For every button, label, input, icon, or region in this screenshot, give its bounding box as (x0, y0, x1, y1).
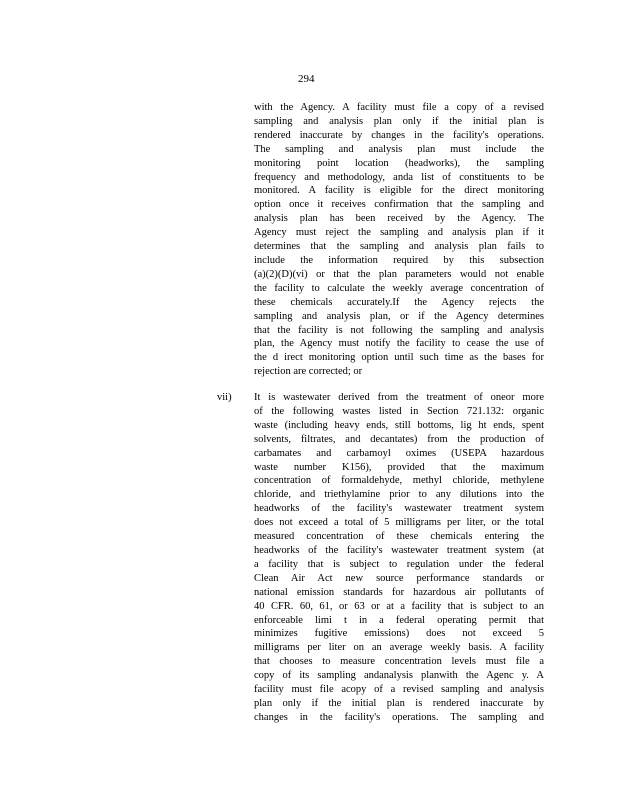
text-line: (a)(2)(D)(vi) or that the plan parameters would not enable (254, 268, 544, 280)
item-vii-text (254, 391, 544, 725)
text-line: carbamates and carbamoyl oximes (USEPA hazardous (254, 447, 544, 459)
text-line: chloride, and triethylamine prior to any dilutions into the (254, 489, 544, 501)
text-line: facility must file acopy of a revised sampling and analysis (254, 684, 544, 696)
text-line: milligrams per liter on an average weekly basis. A facility (254, 642, 544, 654)
text-line: include the information required by this subsection (254, 254, 544, 266)
text-line: the d irect monitoring option until such time as the bases for (254, 352, 544, 364)
text-line: these chemicals accurately.If the Agency rejects the (254, 296, 544, 308)
text-line: the facility to calculate the weekly average concentration of (254, 282, 544, 294)
text-line: changes in the facility's operations. The sampling and (254, 711, 544, 723)
text-line: analysis plan has been received by the Agency. The (254, 213, 544, 225)
text-line: sampling and analysis plan only if the initial plan is (254, 115, 544, 127)
text-line: The sampling and analysis plan must include the (254, 143, 544, 155)
text-line: Clean Air Act new source performance standards or (254, 572, 544, 584)
text-line: waste (including heavy ends, still bottoms, lig ht ends, spent (254, 419, 544, 431)
text-line: national emission standards for hazardous air pollutants of (254, 586, 544, 598)
paragraph-continued-text (254, 101, 544, 379)
text-line: that chooses to measure concentration levels must file a (254, 656, 544, 668)
text-line: does not exceed a total of 5 milligrams per liter, or the total (254, 517, 544, 529)
text-line: monitored. A facility is eligible for the direct monitoring (254, 185, 544, 197)
text-line: headworks of the facility's wastewater treatment system (254, 503, 544, 515)
text-line: frequency and methodology, anda list of constituents to be (254, 171, 544, 183)
text-line: solvents, filtrates, and decantates) from the production of (254, 433, 544, 445)
text-line: option once it receives confirmation that the sampling and (254, 199, 544, 211)
text-line: a facility that is subject to regulation under the federal (254, 558, 544, 570)
text-line: rejection are corrected; or (254, 366, 363, 378)
text-line: sampling and analysis plan, or if the Agency determines (254, 310, 544, 322)
text-line: waste number K156), provided that the maximum (254, 461, 544, 473)
text-line: plan, the Agency must notify the facility to cease the use of (254, 338, 544, 350)
text-line: that the facility is not following the sampling and analysis (254, 324, 544, 336)
text-line: headworks of the facility's wastewater treatment system (at (254, 544, 544, 556)
text-line: plan only if the initial plan is rendered inaccurate by (254, 697, 544, 709)
text-line: monitoring point location (headworks), the sampling (254, 157, 544, 169)
text-line: concentration of formaldehyde, methyl chloride, methylene (254, 475, 544, 487)
text-line: 40 CFR. 60, 61, or 63 or at a facility that is subject to an (254, 600, 544, 612)
page-number: 294 (298, 73, 315, 85)
text-line: rendered inaccurate by changes in the facility's operations. (254, 129, 544, 141)
text-line: minimizes fugitive emissions) does not exceed 5 (254, 628, 544, 640)
text-line: Agency must reject the sampling and analysis plan if it (254, 227, 544, 239)
text-line: measured concentration of these chemicals entering the (254, 531, 544, 543)
text-line: copy of its sampling andanalysis planwith the Agenc y. A (254, 670, 544, 682)
text-line: of the following wastes listed in Section 721.132: organic (254, 405, 544, 417)
text-line: enforceable limi t in a federal operating permit that (254, 614, 544, 626)
text-line: with the Agency. A facility must file a copy of a revised (254, 102, 544, 113)
item-label-vii: vii) (217, 392, 232, 403)
text-line: It is wastewater derived from the treatment of oneor more (254, 392, 544, 403)
text-line: determines that the sampling and analysis plan fails to (254, 241, 544, 253)
